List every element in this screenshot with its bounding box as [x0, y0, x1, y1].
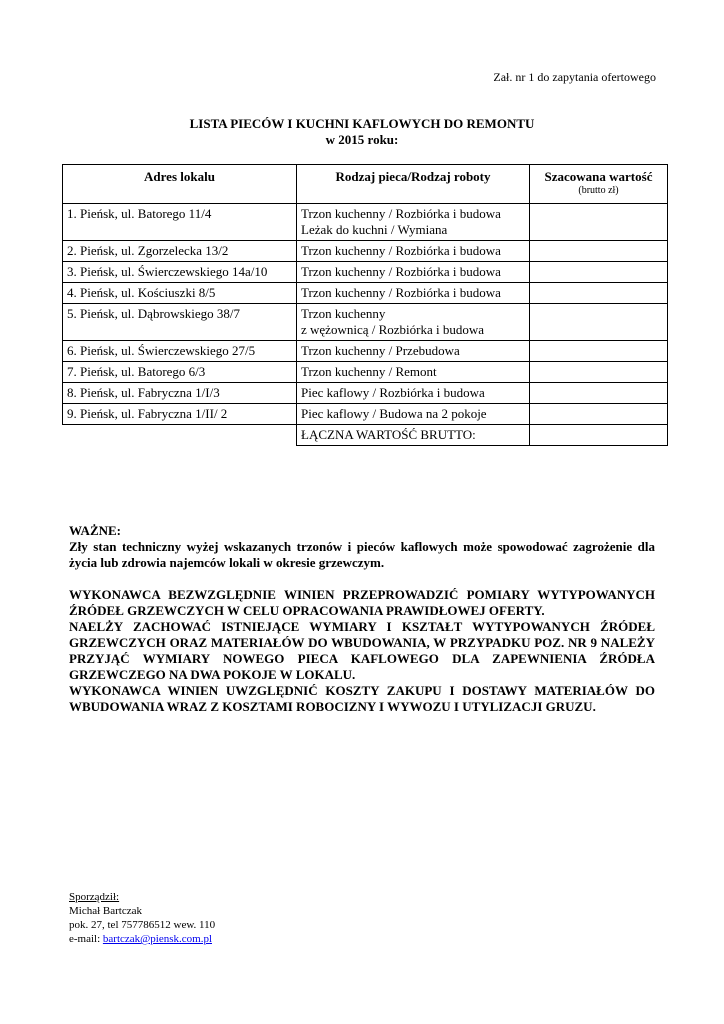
- notes-paragraph-1: WYKONAWCA BEZWZGLĘDNIE WINIEN PRZEPROWADZIĆ POMIARY WYTYPOWANYCH ŹRÓDEŁ GRZEWCZYCH W CELU OPRACOWANIA PRAWIDŁOWEJ OFERTY.: [69, 587, 655, 618]
- row-work-line: Trzon kuchenny / Rozbiórka i budowa: [301, 206, 501, 221]
- row-value[interactable]: [530, 241, 668, 262]
- total-value[interactable]: [530, 425, 668, 446]
- row-value[interactable]: [530, 404, 668, 425]
- row-work-line: Piec kaflowy / Budowa na 2 pokoje: [301, 406, 487, 421]
- notes-paragraph-3: WYKONAWCA WINIEN UWZGLĘDNIĆ KOSZTY ZAKUPU I DOSTAWY MATERIAŁÓW DO WBUDOWANIA WRAZ Z KOSZTAMI ROBOCIZNY I WYWOZU I UTYLIZACJI GRUZU.: [69, 683, 655, 714]
- notes-warning: Zły stan techniczny wyżej wskazanych trzonów i pieców kaflowych może spowodować zagrożenie dla życia lub zdrowia najemców lokali w okresie grzewczym.: [69, 539, 655, 570]
- row-value[interactable]: [530, 383, 668, 404]
- header-value-sub: (brutto zł): [578, 185, 619, 196]
- row-work: [297, 362, 530, 383]
- row-address: 2. Pieńsk, ul. Zgorzelecka 13/2: [63, 241, 297, 262]
- row-work: [297, 341, 530, 362]
- row-address: 9. Pieńsk, ul. Fabryczna 1/II/ 2: [63, 404, 297, 425]
- row-work-line: Trzon kuchenny / Rozbiórka i budowa: [301, 243, 501, 258]
- total-empty-cell: [63, 425, 297, 446]
- author-contact: pok. 27, tel 757786512 wew. 110: [69, 919, 216, 931]
- row-address: 4. Pieńsk, ul. Kościuszki 8/5: [63, 283, 297, 304]
- table-body: [63, 204, 668, 446]
- stove-list-table: [62, 164, 668, 446]
- row-work-line: Trzon kuchenny / Rozbiórka i budowa: [301, 264, 501, 279]
- table-row: [63, 241, 668, 262]
- row-address: 1. Pieńsk, ul. Batorego 11/4: [63, 204, 297, 241]
- row-work-line: Trzon kuchenny / Przebudowa: [301, 343, 460, 358]
- author-email-line: e-mail: bartczak@piensk.com.pl: [69, 933, 212, 945]
- notes-heading: WAŻNE:: [69, 523, 122, 538]
- table-row: [63, 204, 668, 241]
- total-label: ŁĄCZNA WARTOŚĆ BRUTTO:: [297, 425, 530, 446]
- row-work: [297, 304, 530, 341]
- row-work-line: Trzon kuchenny: [301, 306, 386, 321]
- row-work: [297, 283, 530, 304]
- header-work: Rodzaj pieca/Rodzaj roboty: [297, 165, 530, 204]
- row-value[interactable]: [530, 262, 668, 283]
- row-work: [297, 404, 530, 425]
- row-value[interactable]: [530, 204, 668, 241]
- notes-paragraph-2: NAELŻY ZACHOWAĆ ISTNIEJĄCE WYMIARY I KSZTAŁT WYTYPOWANYCH ŹRÓDEŁ GRZEWCZYCH ORAZ MATERIAŁÓW DO WBUDOWANIA, W PRZYPADKU POZ. NR 9 NALEŻY PRZYJĄĆ WYMIARY NOWEGO PIECA KAFLOWEGO DLA ZAPEWNIENIA ŹRÓDŁA GRZEWCZEGO NA DWA POKOJE W LOKALU.: [69, 619, 655, 682]
- row-work-line: Piec kaflowy / Rozbiórka i budowa: [301, 385, 485, 400]
- row-work: [297, 241, 530, 262]
- row-value[interactable]: [530, 304, 668, 341]
- table-row: [63, 341, 668, 362]
- row-address: 6. Pieńsk, ul. Świerczewskiego 27/5: [63, 341, 297, 362]
- table-row: [63, 283, 668, 304]
- title-line-2: w 2015 roku:: [325, 132, 399, 147]
- prepared-by-label: Sporządził:: [69, 891, 120, 903]
- header-value: Szacowana wartość (brutto zł): [530, 165, 668, 204]
- row-value[interactable]: [530, 362, 668, 383]
- title-line-1: LISTA PIECÓW I KUCHNI KAFLOWYCH DO REMONTU: [189, 116, 535, 131]
- author-name: Michał Bartczak: [69, 905, 142, 917]
- table-header-row: [63, 165, 668, 204]
- row-address: 5. Pieńsk, ul. Dąbrowskiego 38/7: [63, 304, 297, 341]
- table-row: [63, 404, 668, 425]
- row-address: 3. Pieńsk, ul. Świerczewskiego 14a/10: [63, 262, 297, 283]
- row-value[interactable]: [530, 341, 668, 362]
- notes-section: [69, 523, 655, 715]
- table-row: [63, 262, 668, 283]
- row-work: [297, 262, 530, 283]
- row-work-line: z wężownicą / Rozbiórka i budowa: [301, 322, 485, 337]
- table-row: [63, 383, 668, 404]
- row-work: [297, 204, 530, 241]
- table-row: [63, 304, 668, 341]
- row-work-line: Trzon kuchenny / Remont: [301, 364, 437, 379]
- row-address: 8. Pieńsk, ul. Fabryczna 1/I/3: [63, 383, 297, 404]
- table-row: [63, 362, 668, 383]
- footer-contact: [69, 890, 215, 946]
- header-address: Adres lokalu: [63, 165, 297, 204]
- row-address: 7. Pieńsk, ul. Batorego 6/3: [63, 362, 297, 383]
- row-value[interactable]: [530, 283, 668, 304]
- attachment-note: Zał. nr 1 do zapytania ofertowego: [493, 70, 656, 84]
- row-work: [297, 383, 530, 404]
- row-work-line: Trzon kuchenny / Rozbiórka i budowa: [301, 285, 501, 300]
- total-row: [63, 425, 668, 446]
- row-work-line: Leżak do kuchni / Wymiana: [301, 222, 448, 237]
- email-link[interactable]: bartczak@piensk.com.pl: [102, 933, 212, 945]
- document-title: [0, 116, 724, 148]
